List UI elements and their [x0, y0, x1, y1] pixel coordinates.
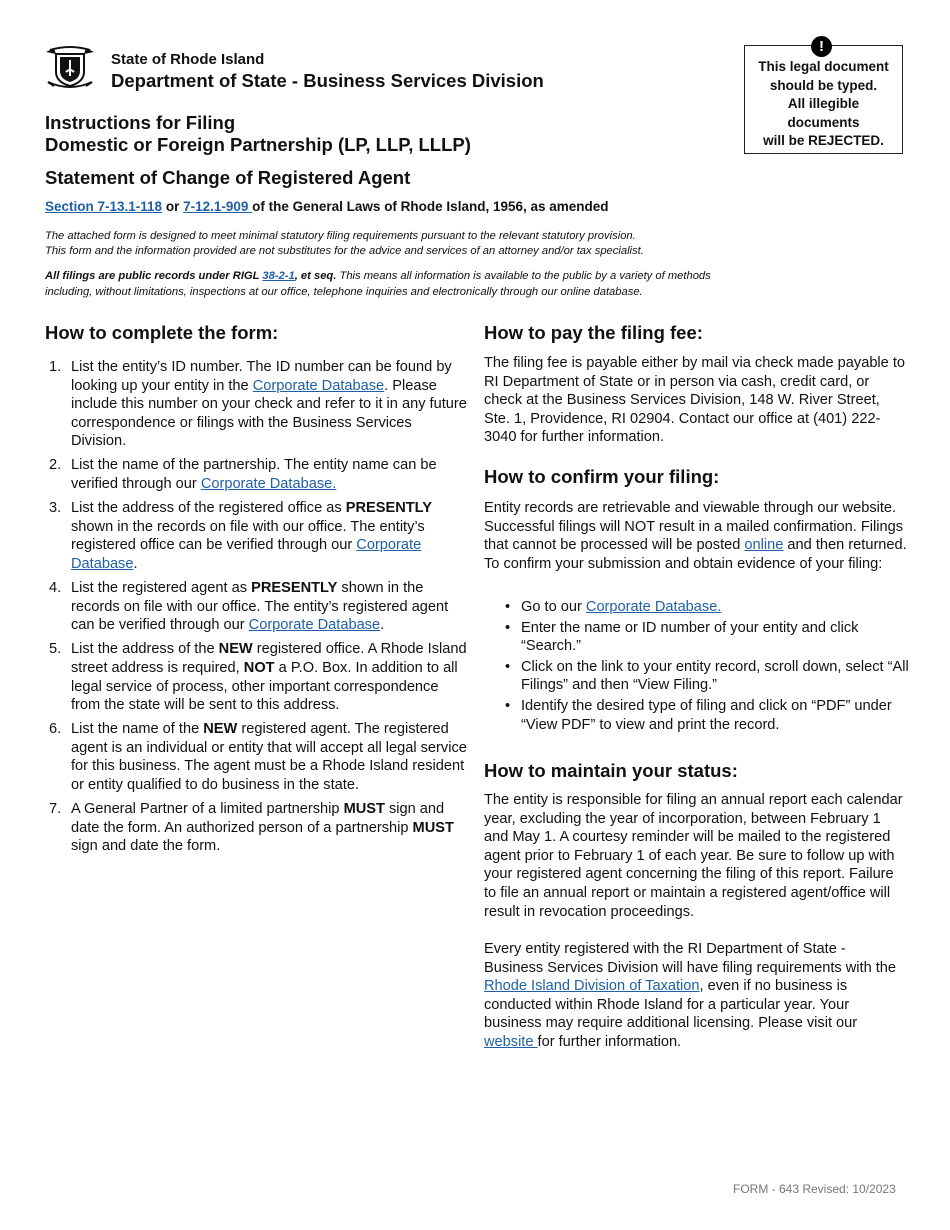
- bullet-icon: •: [505, 599, 511, 615]
- steps-list: [45, 358, 470, 861]
- list-item: • Go to our Corporate Database.: [505, 599, 722, 615]
- division-of-taxation-link[interactable]: Rhode Island Division of Taxation: [484, 978, 700, 995]
- confirm-text: Entity records are retrievable and viewable through our website. Successful filings will NOT result in a mailed confirmation. Filings that cannot be processed will be posted online and then returned. To confirm your submission and obtain evidence of your filing:: [484, 500, 907, 572]
- list-item: 5. List the address of the NEW registered office. A Rhode Island street address is required, NOT a P.O. Box. In addition to all legal service of process, other important correspondence from the state will be sent to this address.: [49, 641, 467, 714]
- list-item: • Click on the link to your entity record, scroll down, select “All Filings” and then “View Filing.”: [505, 658, 909, 694]
- disclaimer: The attached form is designed to meet minimal statutory filing requirements pursuant to the relevant statutory provision. This form and the information provided are not substitutes for the advice and services of an attorney and/or tax specialist.: [45, 230, 644, 257]
- corporate-database-link[interactable]: Corporate Database: [248, 617, 381, 634]
- pay-text: The filing fee is payable either by mail via check made payable to RI Department of State or in person via cash, credit card, or check at the Business Services Division, 148 W. River Street, Ste. 1, Providence, RI 02904. Contact our office at (401) 222-3040 for further information.: [484, 355, 906, 446]
- rigl-38-2-1-link[interactable]: 38-2-1: [262, 270, 295, 282]
- corporate-database-link[interactable]: Corporate Database.: [200, 476, 337, 493]
- confirm-heading: How to confirm your filing:: [484, 466, 720, 487]
- doc-title-line2: Domestic or Foreign Partnership (LP, LLP, LLLP): [45, 134, 471, 155]
- list-item: 4. List the registered agent as PRESENTLY shown in the records on file with our office. The entity’s registered agent can be verified through our Corporate Database.: [49, 580, 449, 634]
- law-citation: Section 7-13.1-118 or 7-12.1-909 of the General Laws of Rhode Island, 1956, as amended: [45, 199, 609, 214]
- maintain-heading: How to maintain your status:: [484, 760, 738, 781]
- bullet-icon: •: [505, 697, 511, 714]
- list-item: 3. List the address of the registered office as PRESENTLY shown in the records on file with our office. The entity’s registered office can be verified through our Corporate Database.: [49, 500, 432, 572]
- online-link[interactable]: online: [744, 537, 784, 554]
- rhode-island-seal-logo: [44, 42, 96, 92]
- exclamation-icon: !: [811, 36, 832, 57]
- section-link-7-12-1-909[interactable]: 7-12.1-909: [183, 199, 253, 214]
- department-name: Department of State - Business Services Division: [111, 70, 544, 91]
- list-item: • Enter the name or ID number of your entity and click “Search.”: [505, 619, 859, 655]
- pay-heading: How to pay the filing fee:: [484, 322, 703, 343]
- corporate-database-link[interactable]: Corporate Database.: [585, 599, 722, 615]
- bullet-icon: •: [505, 658, 511, 675]
- complete-heading: How to complete the form:: [45, 322, 279, 343]
- section-link-7-13-1-118[interactable]: Section 7-13.1-118: [45, 199, 163, 214]
- website-link[interactable]: website: [484, 1033, 538, 1050]
- doc-title-line1: Instructions for Filing: [45, 112, 236, 133]
- confirm-bullets: [484, 598, 909, 736]
- list-item: • Identify the desired type of filing and click on “PDF” under “View PDF” to view and print the record.: [505, 697, 892, 733]
- maintain-text-2: Every entity registered with the RI Department of State - Business Services Division will have filing requirements with the Rhode Island Division of Taxation, even if no business is conducted within Rhode Island for a particular year. Your business may require additional licensing. Please visit our website for further information.: [484, 941, 897, 1050]
- maintain-text-1: The entity is responsible for filing an annual report each calendar year, excluding the year of incorporation, between February 1 and May 1. A courtesy reminder will be mailed to the registered agent prior to February 1 of each year. Be sure to follow up with your registered agent concerning the filing of this report. Failure to file an annual report or maintain a registered agent/office will result in revocation proceedings.: [484, 792, 903, 920]
- corporate-database-link[interactable]: Corporate Database: [71, 537, 422, 572]
- list-item: 2. List the name of the partnership. The entity name can be verified through our Corporate Database.: [49, 457, 437, 493]
- list-item: 6. List the name of the NEW registered agent. The registered agent is an individual or entity that will accept all legal service for this business. The agent must be a Rhode Island resident or entity qualified to do business in the state.: [49, 721, 467, 793]
- list-item: 1. List the entity’s ID number. The ID number can be found by looking up your entity in the Corporate Database. Please include this number on your check and refer to it in any future correspondence or filings with the Business Services Division.: [49, 359, 467, 450]
- warning-text: This legal document should be typed. All illegible documents will be REJECTED.: [758, 59, 889, 148]
- public-records-notice: All filings are public records under RIGL 38-2-1, et seq. This means all information is available to the public by a variety of methods including, without limitations, inspections at our office, telephone inquiries and electronically through our online database.: [45, 270, 711, 298]
- bullet-icon: •: [505, 619, 511, 636]
- state-name: State of Rhode Island: [111, 51, 265, 68]
- corporate-database-link[interactable]: Corporate Database: [252, 377, 385, 394]
- doc-title-line3: Statement of Change of Registered Agent: [45, 167, 411, 188]
- list-item: 7. A General Partner of a limited partnership MUST sign and date the form. An authorized person of a partnership MUST sign and date the form.: [49, 801, 454, 855]
- form-revision-footer: FORM - 643 Revised: 10/2023: [733, 1182, 896, 1196]
